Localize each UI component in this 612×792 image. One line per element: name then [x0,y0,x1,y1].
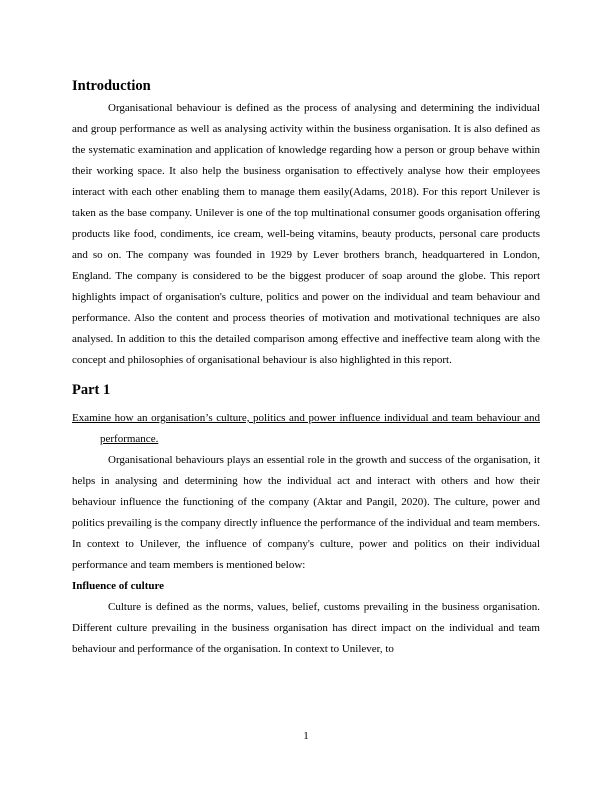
part1-task-statement: Examine how an organisation’s culture, politics and power influence individual and team behaviour and performance. [72,412,540,445]
influence-of-culture-paragraph: Culture is defined as the norms, values, belief, customs prevailing in the business organisation. Different culture prevailing in the business organisation has direct impact on the individual and team behaviour and performance of the organisation. In context to Unilever, to [72,601,540,655]
page-number: 1 [303,730,309,742]
part1-paragraph: Organisational behaviours plays an essential role in the growth and success of the organisation, it helps in analysing and determining how the individual act and interact with others and how their behaviour influence the functioning of the company (Aktar and Pangil, 2020). The culture, power and politics prevailing is the company directly influence the performance of the individual and team members. In context to Unilever, the influence of company's culture, power and politics on their individual performance and team members is mentioned below: [72,454,540,571]
part1-heading: Part 1 [72,382,111,398]
introduction-paragraph: Organisational behaviour is defined as the process of analysing and determining the individual and group performance as well as analysing activity within the business organisation. It is also defined as the systematic examination and application of knowledge regarding how a person or group behave within their working space. It also help the business organisation to effectively analyse how their employees interact with each other enabling them to manage them easily(Adams, 2018). For this report Unilever is taken as the base company. Unilever is one of the top multinational consumer goods organisation offering products like food, condiments, ice cream, well-being vitamins, beauty products, personal care products and so on. The company was founded in 1929 by Lever brothers branch, headquartered in London, England. The company is considered to be the biggest producer of soap around the globe. This report highlights impact of organisation's culture, politics and power on the individual and team behaviour and performance. Also the content and process theories of motivation and motivational techniques are also analysed. In addition to this the detailed comparison among effective and ineffective team along with the concept and philosophies of organisational behaviour is also highlighted in this report. [72,102,540,366]
page-content [72,76,540,660]
influence-of-culture-heading: Influence of culture [72,580,165,592]
introduction-heading: Introduction [72,78,151,94]
